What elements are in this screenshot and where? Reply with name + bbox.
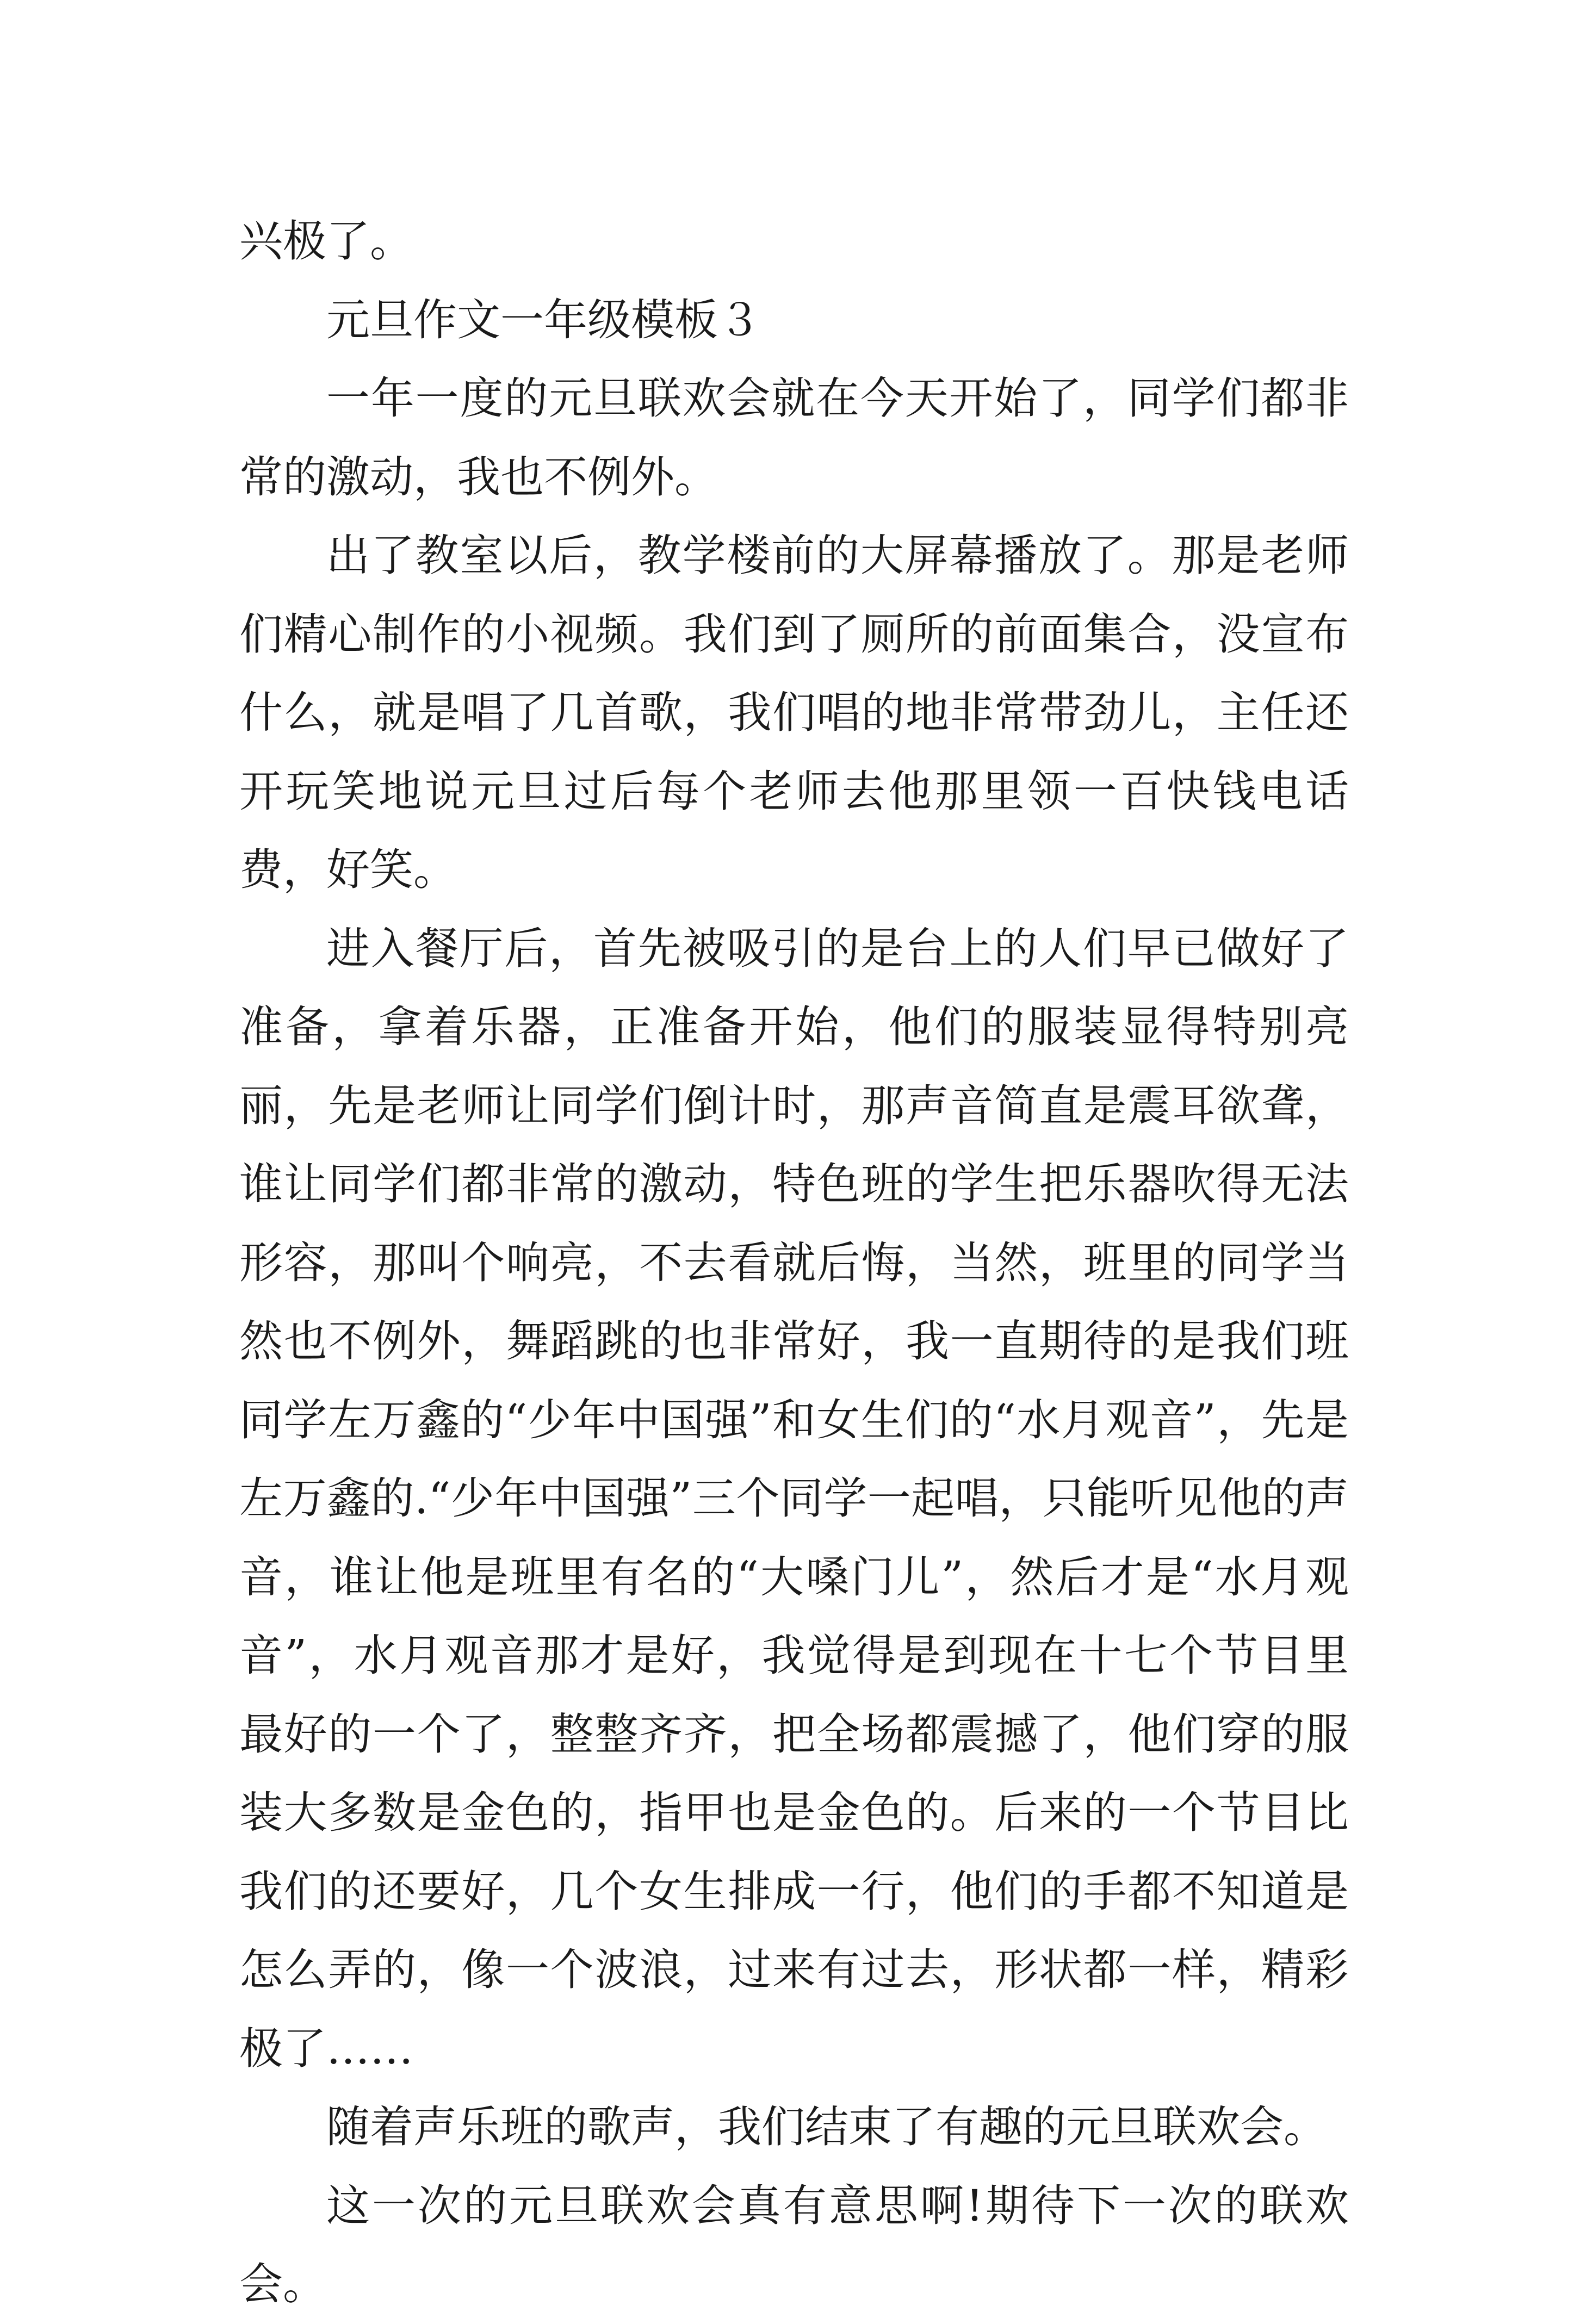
essay-heading: 元旦作文一年级模板３ (326, 294, 761, 345)
paragraph-5: 这一次的元旦联欢会真有意思啊!期待下一次的联欢会。 (239, 2180, 1349, 2309)
paragraph-3: 进入餐厅后，首先被吸引的是台上的人们早已做好了准备，拿着乐器，正准备开始，他们的服装显得特别亮丽，先是老师让同学们倒计时，那声音简直是震耳欲聋，谁让同学们都非常的激动，特色班的学生把乐器吹得无法形容，那叫个响亮，不去看就后悔，当然，班里的同学当然也不例外，舞蹈跳的也非常好，我一直期待的是我们班同学左万鑫的“少年中国强”和女生们的“水月观音”，先是左万鑫的.“少年中国强”三个同学一起唱，只能听见他的声音，谁让他是班里有名的“大嗓门儿”，然后才是“水月观音”，水月观音那才是好，我觉得是到现在十七个节目里最好的一个了，整整齐齐，把全场都震撼了，他们穿的服装大多数是金色的，指甲也是金色的。后来的一个节目比我们的还要好，几个女生排成一行，他们的手都不知道是怎么弄的，像一个波浪，过来有过去，形状都一样，精彩极了…… (239, 923, 1349, 2074)
paragraph-4: 随着声乐班的歌声，我们结束了有趣的元旦联欢会。 (326, 2102, 1327, 2152)
paragraph-1: 一年一度的元旦联欢会就在今天开始了，同学们都非常的激动，我也不例外。 (239, 373, 1349, 502)
continuation-paragraph: 兴极了。 (239, 216, 413, 266)
paragraph-2: 出了教室以后，教学楼前的大屏幕播放了。那是老师们精心制作的小视频。我们到了厕所的前面集合，没宣布什么，就是唱了几首歌，我们唱的地非常带劲儿，主任还开玩笑地说元旦过后每个老师去他那里领一百快钱电话费，好笑。 (239, 530, 1349, 895)
essay-body (239, 202, 1349, 2324)
